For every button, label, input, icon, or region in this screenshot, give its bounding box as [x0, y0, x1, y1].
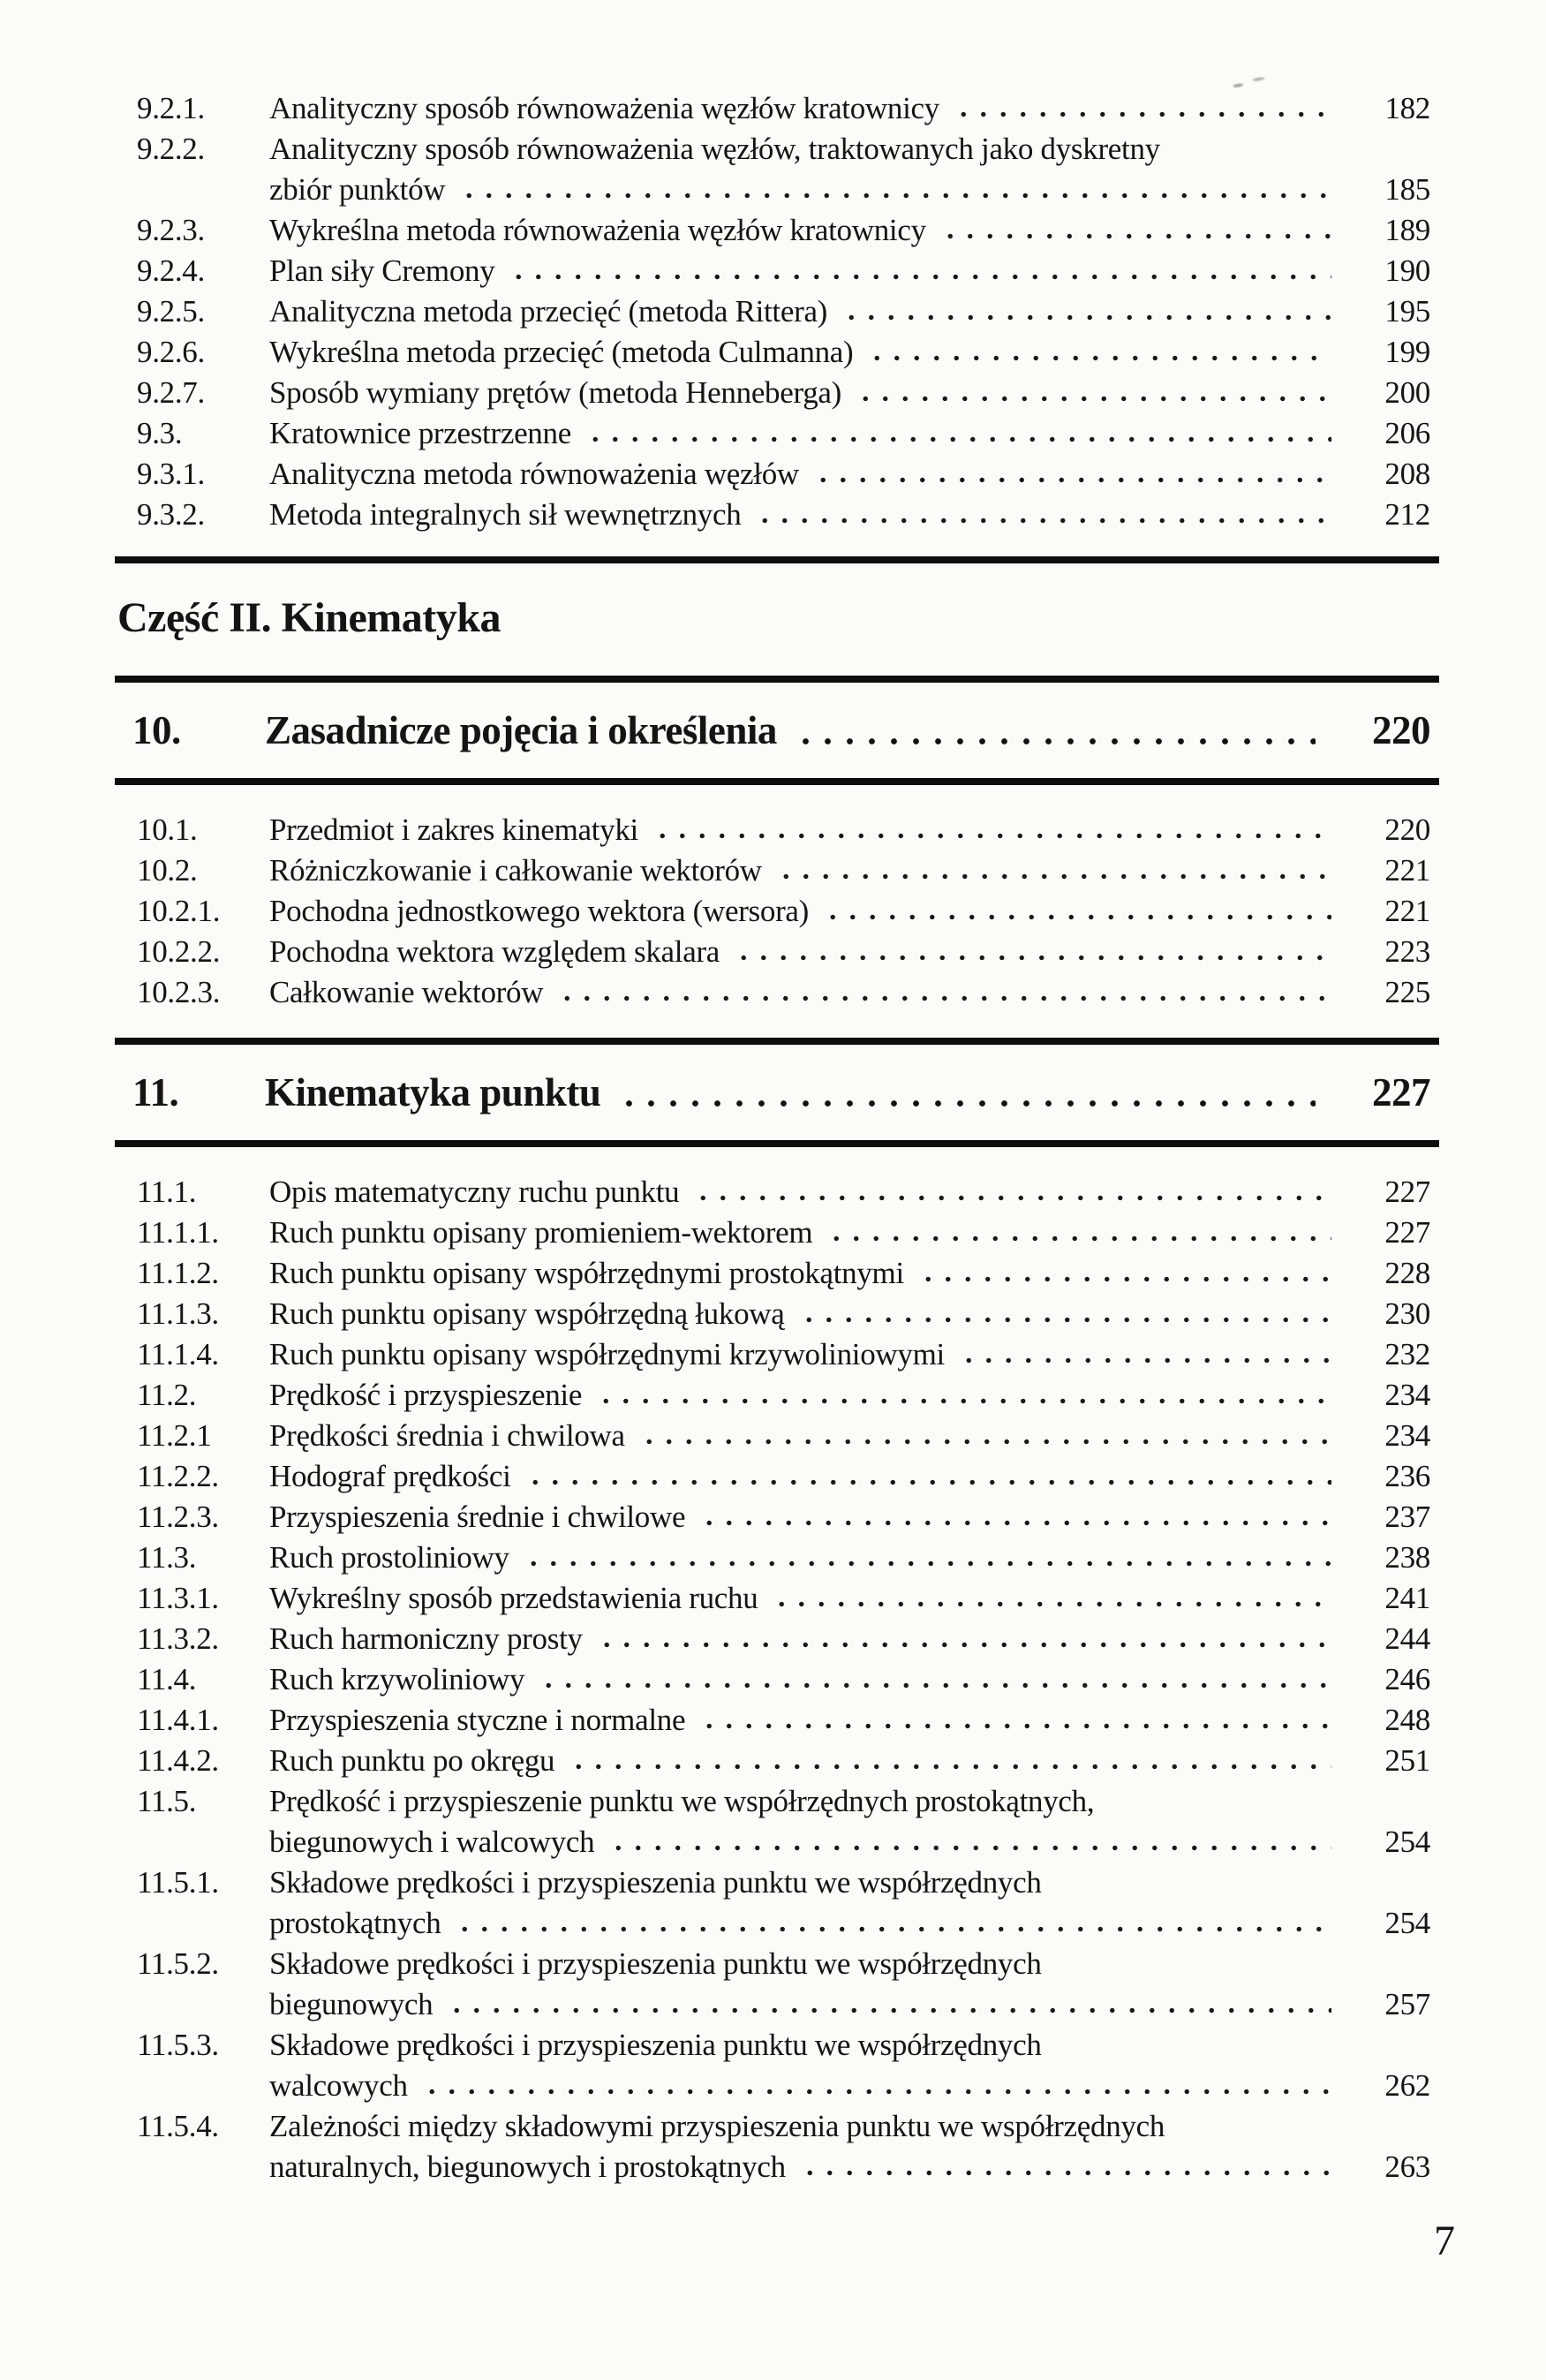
- toc-entries-block: [115, 810, 1439, 1013]
- dot-leader: [854, 395, 1331, 403]
- toc-entry-line: [269, 1781, 1430, 1822]
- toc-entry-number: 9.2.1.: [137, 91, 205, 125]
- toc-entry-number: 11.4.: [137, 1662, 197, 1696]
- toc-entry-number: 9.2.7.: [137, 375, 205, 410]
- toc-entry-body: [269, 1172, 1430, 1213]
- toc-entry-number: 11.1.: [137, 1175, 197, 1209]
- toc-entry-page: 257: [1384, 1987, 1430, 2021]
- toc-entry-page: 234: [1384, 1418, 1430, 1453]
- chapter-number: 10.: [132, 708, 181, 752]
- toc-entry-line: [269, 1862, 1430, 1903]
- toc-entry-page: 190: [1384, 253, 1430, 288]
- dot-leader: [691, 1194, 1331, 1202]
- toc-entry-page: 237: [1384, 1500, 1430, 1534]
- toc-entry-page: 238: [1384, 1540, 1430, 1575]
- toc-entry-line: [269, 810, 1430, 850]
- toc-entry-line: [269, 1944, 1430, 1984]
- toc-entry-page: 208: [1384, 457, 1430, 491]
- dot-leader: [793, 737, 1316, 746]
- dot-leader: [957, 1356, 1331, 1364]
- toc-entry-title: Składowe prędkości i przyspieszenia punktu we współrzędnych: [269, 2028, 1042, 2062]
- toc-entry-title: Ruch punktu opisany współrzędnymi krzywoliniowymi: [269, 1337, 945, 1371]
- toc-entry-line: [269, 1497, 1430, 1538]
- toc-entry-body: [269, 1659, 1430, 1700]
- toc-entry: [137, 291, 1430, 332]
- dot-leader: [607, 1844, 1331, 1852]
- chapter-title: Zasadnicze pojęcia i określenia: [265, 708, 777, 752]
- toc-entry-number: 11.3.2.: [137, 1621, 219, 1656]
- toc-entry-page: 228: [1384, 1256, 1430, 1290]
- toc-entry-body: [269, 454, 1430, 495]
- toc-entry-title: Pochodna jednostkowego wektora (wersora): [269, 894, 810, 928]
- toc-entry-title: Analityczna metoda przecięć (metoda Rittera): [269, 294, 828, 329]
- toc-entry-title: Prędkość i przyspieszenie punktu we współrzędnych prostokątnych,: [269, 1784, 1095, 1818]
- toc-entry: [137, 332, 1430, 373]
- toc-entry-body: [269, 88, 1430, 129]
- toc-entry-line: [269, 2025, 1430, 2066]
- toc-entry-line: [269, 291, 1430, 332]
- dot-leader: [698, 1722, 1331, 1730]
- toc-entry-body: [269, 850, 1430, 891]
- toc-entry-page: 263: [1384, 2150, 1430, 2184]
- dot-leader: [567, 1763, 1331, 1771]
- toc-entry-page: 227: [1384, 1215, 1430, 1250]
- toc-entry-number: 11.5.2.: [137, 1946, 219, 1981]
- toc-entry-line: [269, 1578, 1430, 1619]
- toc-entry-page: 225: [1384, 975, 1430, 1009]
- toc-entry-body: [269, 251, 1430, 291]
- dot-leader: [840, 314, 1331, 321]
- toc-entry: [137, 129, 1430, 210]
- toc-entry: [137, 2106, 1430, 2187]
- toc-entry-number: 11.3.1.: [137, 1581, 219, 1615]
- part-heading: Część II. Kinematyka: [117, 594, 501, 641]
- toc-entry-body: [269, 1416, 1430, 1456]
- toc-entry-line: [269, 454, 1430, 495]
- toc-entry-title: Przedmiot i zakres kinematyki: [269, 812, 638, 847]
- dot-leader: [507, 273, 1331, 281]
- toc-entry-line: [269, 1294, 1430, 1334]
- toc-entry-number: 11.4.1.: [137, 1703, 219, 1737]
- toc-entry-body: [269, 1253, 1430, 1294]
- toc-entry-line: [269, 1253, 1430, 1294]
- dot-leader: [798, 2169, 1331, 2177]
- toc-entry-number: 11.1.1.: [137, 1215, 219, 1250]
- toc-entry-number: 11.1.2.: [137, 1256, 219, 1290]
- toc-entry-title-continued: biegunowych i walcowych: [269, 1825, 595, 1859]
- toc-entry-page: 251: [1384, 1743, 1430, 1778]
- toc-entry-line: [269, 88, 1430, 129]
- toc-entry-body: [269, 332, 1430, 373]
- toc-entry-body: [269, 291, 1430, 332]
- toc-entry-line: [269, 1903, 1430, 1944]
- toc-entry-body: [269, 1294, 1430, 1334]
- toc-entry-page: 234: [1384, 1378, 1430, 1412]
- toc-entry: [137, 1741, 1430, 1781]
- toc-entry-number: 9.2.2.: [137, 132, 205, 166]
- toc-entry-page: 206: [1384, 416, 1430, 450]
- dot-leader: [445, 2006, 1331, 2014]
- toc-entry-page: 230: [1384, 1296, 1430, 1331]
- toc-entry-title-continued: prostokątnych: [269, 1906, 441, 1940]
- toc-entry-line: [269, 2106, 1430, 2147]
- toc-entry-page: 221: [1384, 853, 1430, 888]
- dot-leader: [797, 1316, 1332, 1324]
- toc-entry-line: [269, 210, 1430, 251]
- toc-entry: [137, 1334, 1430, 1375]
- toc-entry-body: [269, 1700, 1430, 1741]
- chapter-rule-bottom: [115, 1140, 1439, 1147]
- toc-entry-number: 9.2.5.: [137, 294, 205, 329]
- chapter-heading-block: [115, 1038, 1439, 1147]
- toc-entry-title: Sposób wymiany prętów (metoda Henneberga): [269, 375, 842, 410]
- toc-entry-page: 199: [1384, 335, 1430, 369]
- dot-leader: [821, 913, 1331, 921]
- toc-entry-title-continued: walcowych: [269, 2068, 408, 2103]
- toc-entry-title: Prędkości średnia i chwilowa: [269, 1418, 625, 1453]
- dot-leader: [753, 517, 1331, 525]
- toc-entry-number: 11.5.4.: [137, 2109, 219, 2143]
- page-number: 7: [1434, 2218, 1455, 2264]
- toc-entry: [137, 1659, 1430, 1700]
- section-divider-rule: [115, 556, 1439, 563]
- toc-entry-number: 9.2.6.: [137, 335, 205, 369]
- dot-leader: [524, 1478, 1331, 1486]
- toc-entry-number: 11.2.3.: [137, 1500, 219, 1534]
- toc-entry-title-continued: biegunowych: [269, 1987, 434, 2021]
- dot-leader: [522, 1560, 1331, 1568]
- toc-entry-number: 10.2.3.: [137, 975, 221, 1009]
- toc-entry: [137, 850, 1430, 891]
- toc-entry-body: [269, 1781, 1430, 1862]
- toc-entry-line: [269, 891, 1430, 932]
- toc-entry-title: Wykreślna metoda przecięć (metoda Culmanna): [269, 335, 854, 369]
- dot-leader: [811, 476, 1331, 484]
- toc-entry-title: Składowe prędkości i przyspieszenia punktu we współrzędnych: [269, 1865, 1042, 1900]
- toc-entry-body: [269, 972, 1430, 1013]
- toc-entry: [137, 373, 1430, 413]
- toc-entry-title: Ruch punktu opisany współrzędnymi prostokątnymi: [269, 1256, 904, 1290]
- toc-entry-number: 9.2.4.: [137, 253, 205, 288]
- chapter-title: Kinematyka punktu: [265, 1070, 601, 1114]
- toc-entry-title: Całkowanie wektorów: [269, 975, 544, 1009]
- toc-entry-title: Ruch punktu po okręgu: [269, 1743, 555, 1778]
- toc-entry-body: [269, 495, 1430, 535]
- toc-entry-title: Ruch harmoniczny prosty: [269, 1621, 583, 1656]
- toc-entries-block: [115, 1172, 1439, 2187]
- toc-entry: [137, 891, 1430, 932]
- toc-entry-title: Wykreślny sposób przedstawienia ruchu: [269, 1581, 758, 1615]
- dot-leader: [616, 1099, 1316, 1108]
- toc-entry-number: 11.2.2.: [137, 1459, 219, 1493]
- toc-entry-title: Analityczny sposób równoważenia węzłów kratownicy: [269, 91, 939, 125]
- toc-entry: [137, 1497, 1430, 1538]
- toc-entry-line: [269, 413, 1430, 454]
- toc-entry-title: Różniczkowanie i całkowanie wektorów: [269, 853, 762, 888]
- toc-entry-line: [269, 373, 1430, 413]
- toc-entry-line: [269, 1619, 1430, 1659]
- toc-entry-body: [269, 891, 1430, 932]
- toc-entry-line: [269, 850, 1430, 891]
- toc-entry: [137, 2025, 1430, 2106]
- dot-leader: [825, 1235, 1331, 1243]
- toc-entry-number: 11.3.: [137, 1540, 197, 1575]
- dot-leader: [420, 2088, 1331, 2096]
- toc-entry-page: 246: [1384, 1662, 1430, 1696]
- toc-entry-page: 212: [1384, 497, 1430, 532]
- toc-entry: [137, 1578, 1430, 1619]
- chapter-rule-top: [115, 676, 1439, 683]
- toc-entry-body: [269, 1213, 1430, 1253]
- toc-entry-number: 11.1.3.: [137, 1296, 219, 1331]
- toc-entry-body: [269, 129, 1430, 210]
- dot-leader: [594, 1397, 1331, 1405]
- toc-entries-block: [115, 88, 1439, 535]
- chapter-heading-row: [115, 702, 1439, 759]
- toc-entry-title: Hodograf prędkości: [269, 1459, 511, 1493]
- chapter-number: 11.: [132, 1070, 179, 1114]
- dot-leader: [952, 110, 1331, 118]
- toc-entry-line: [269, 1822, 1430, 1862]
- chapter-heading-row: [115, 1064, 1439, 1121]
- toc-entry-line: [269, 1659, 1430, 1700]
- toc-entry-page: 200: [1384, 375, 1430, 410]
- toc-entry-title: Pochodna wektora względem skalara: [269, 934, 720, 969]
- toc-entry: [137, 1294, 1430, 1334]
- toc-entry-number: 11.1.4.: [137, 1337, 219, 1371]
- toc-entry-body: [269, 1944, 1430, 2025]
- toc-entry-title: Plan siły Cremony: [269, 253, 495, 288]
- toc-entry-number: 10.2.: [137, 853, 198, 888]
- dot-leader: [584, 435, 1331, 443]
- toc-entry-number: 9.2.3.: [137, 213, 205, 247]
- toc-entry-title: Kratownice przestrzenne: [269, 416, 571, 450]
- toc-entry-line: [269, 495, 1430, 535]
- dot-leader: [865, 354, 1331, 362]
- toc-entry-body: [269, 1334, 1430, 1375]
- toc-entry: [137, 1375, 1430, 1416]
- dot-leader: [453, 1925, 1331, 1933]
- toc-entry-body: [269, 932, 1430, 972]
- toc-entry: [137, 1538, 1430, 1578]
- toc-entry-title-continued: zbiór punktów: [269, 172, 446, 207]
- toc-entry-line: [269, 1538, 1430, 1578]
- toc-entry-title: Analityczny sposób równoważenia węzłów, traktowanych jako dyskretny: [269, 132, 1160, 166]
- toc-entry-page: 254: [1384, 1906, 1430, 1940]
- toc-entry-line: [269, 1456, 1430, 1497]
- toc-entry-line: [269, 1172, 1430, 1213]
- toc-entry: [137, 1456, 1430, 1497]
- toc-entry-line: [269, 1416, 1430, 1456]
- toc-entry: [137, 251, 1430, 291]
- toc-entry-title: Metoda integralnych sił wewnętrznych: [269, 497, 742, 532]
- toc-entry-title-continued: naturalnych, biegunowych i prostokątnych: [269, 2150, 786, 2184]
- toc-entry-page: 221: [1384, 894, 1430, 928]
- toc-entry: [137, 972, 1430, 1013]
- toc-entry-title: Wykreślna metoda równoważenia węzłów kratownicy: [269, 213, 926, 247]
- toc-entry-page: 195: [1384, 294, 1430, 329]
- toc-entry-title: Ruch punktu opisany promieniem-wektorem: [269, 1215, 813, 1250]
- toc-entry-page: 262: [1384, 2068, 1430, 2103]
- toc-entry: [137, 1619, 1430, 1659]
- toc-entry-title: Ruch krzywoliniowy: [269, 1662, 525, 1696]
- dot-leader: [651, 832, 1331, 840]
- toc-entry-body: [269, 810, 1430, 850]
- toc-entry-number: 10.2.2.: [137, 934, 221, 969]
- toc-entry-title: Ruch prostoliniowy: [269, 1540, 509, 1575]
- toc-entry-line: [269, 1213, 1430, 1253]
- toc-entry-title: Opis matematyczny ruchu punktu: [269, 1175, 680, 1209]
- dot-leader: [732, 954, 1331, 962]
- toc-entry-page: 227: [1384, 1175, 1430, 1209]
- toc-entry: [137, 932, 1430, 972]
- toc-entry-number: 9.3.1.: [137, 457, 205, 491]
- toc-entry-number: 9.3.: [137, 416, 183, 450]
- toc-entry-body: [269, 2106, 1430, 2187]
- toc-entry-number: 11.4.2.: [137, 1743, 219, 1778]
- toc-entry-body: [269, 1375, 1430, 1416]
- chapter-page: 227: [1372, 1070, 1430, 1114]
- toc-entry-body: [269, 373, 1430, 413]
- chapter-rule-bottom: [115, 778, 1439, 785]
- toc-entry-page: 220: [1384, 812, 1430, 847]
- toc-entry: [137, 454, 1430, 495]
- toc-entry-body: [269, 1578, 1430, 1619]
- toc-entry-line: [269, 170, 1430, 210]
- dot-leader: [939, 232, 1331, 240]
- toc-entry-title: Prędkość i przyspieszenie: [269, 1378, 583, 1412]
- toc-entry: [137, 495, 1430, 535]
- toc-entry-title: Przyspieszenia styczne i normalne: [269, 1703, 686, 1737]
- toc-entry: [137, 1944, 1430, 2025]
- toc-entry-number: 11.5.1.: [137, 1865, 219, 1900]
- toc-entry-line: [269, 932, 1430, 972]
- toc-entry-line: [269, 972, 1430, 1013]
- toc-entry-line: [269, 1700, 1430, 1741]
- toc-entry-number: 10.2.1.: [137, 894, 221, 928]
- toc-entry-line: [269, 1984, 1430, 2025]
- toc-entry-number: 11.2.: [137, 1378, 197, 1412]
- toc-entry: [137, 1253, 1430, 1294]
- dot-leader: [537, 1681, 1331, 1689]
- chapter-heading-block: [115, 676, 1439, 785]
- toc-entry-page: 236: [1384, 1459, 1430, 1493]
- toc-entry-line: [269, 332, 1430, 373]
- toc-entry-number: 11.5.3.: [137, 2028, 219, 2062]
- chapter-page: 220: [1372, 708, 1430, 752]
- toc-entry: [137, 1862, 1430, 1944]
- toc-entry-line: [269, 129, 1430, 170]
- toc-entry: [137, 1416, 1430, 1456]
- toc-entry-title: Ruch punktu opisany współrzędną łukową: [269, 1296, 785, 1331]
- toc-entry: [137, 210, 1430, 251]
- toc-entry: [137, 1172, 1430, 1213]
- toc-entry-page: 241: [1384, 1581, 1430, 1615]
- dot-leader: [698, 1519, 1331, 1527]
- toc-entry-body: [269, 1456, 1430, 1497]
- toc-entry-page: 182: [1384, 91, 1430, 125]
- toc-entry-body: [269, 1862, 1430, 1944]
- chapter-rule-top: [115, 1038, 1439, 1045]
- toc-entry-title: Zależności między składowymi przyspieszenia punktu we współrzędnych: [269, 2109, 1165, 2143]
- toc-entry-body: [269, 413, 1430, 454]
- toc-entry-line: [269, 1375, 1430, 1416]
- toc-entry-line: [269, 251, 1430, 291]
- toc-entry-line: [269, 2147, 1430, 2187]
- dot-leader: [595, 1641, 1331, 1649]
- dot-leader: [916, 1275, 1331, 1283]
- toc-entry-page: 189: [1384, 213, 1430, 247]
- toc-entry-line: [269, 1741, 1430, 1781]
- dot-leader: [555, 994, 1331, 1002]
- toc-entry-number: 10.1.: [137, 812, 198, 847]
- toc-entry: [137, 1700, 1430, 1741]
- toc-entry-body: [269, 1741, 1430, 1781]
- toc-entry-body: [269, 2025, 1430, 2106]
- dot-leader: [637, 1438, 1331, 1446]
- toc-entry-line: [269, 1334, 1430, 1375]
- dot-leader: [774, 873, 1331, 880]
- toc-entry-number: 11.2.1: [137, 1418, 212, 1453]
- toc-entry-body: [269, 210, 1430, 251]
- toc-entry-number: 9.3.2.: [137, 497, 205, 532]
- dot-leader: [770, 1600, 1331, 1608]
- toc-entry: [137, 88, 1430, 129]
- toc-entry-page: 244: [1384, 1621, 1430, 1656]
- toc-entry: [137, 810, 1430, 850]
- toc-entry-body: [269, 1619, 1430, 1659]
- toc-entry-page: 254: [1384, 1825, 1430, 1859]
- toc-entry-line: [269, 2066, 1430, 2106]
- toc-entry-page: 223: [1384, 934, 1430, 969]
- toc-entry-title: Składowe prędkości i przyspieszenia punktu we współrzędnych: [269, 1946, 1042, 1981]
- toc-entry-body: [269, 1538, 1430, 1578]
- toc-entry-number: 11.5.: [137, 1784, 197, 1818]
- dot-leader: [457, 192, 1331, 200]
- toc-entry-page: 185: [1384, 172, 1430, 207]
- toc-entry: [137, 1213, 1430, 1253]
- toc-entry: [137, 1781, 1430, 1862]
- toc-entry-page: 248: [1384, 1703, 1430, 1737]
- toc-entry: [137, 413, 1430, 454]
- toc-entry-body: [269, 1497, 1430, 1538]
- toc-entry-title: Przyspieszenia średnie i chwilowe: [269, 1500, 686, 1534]
- toc-content: [115, 0, 1439, 2187]
- toc-entry-page: 232: [1384, 1337, 1430, 1371]
- toc-entry-title: Analityczna metoda równoważenia węzłów: [269, 457, 799, 491]
